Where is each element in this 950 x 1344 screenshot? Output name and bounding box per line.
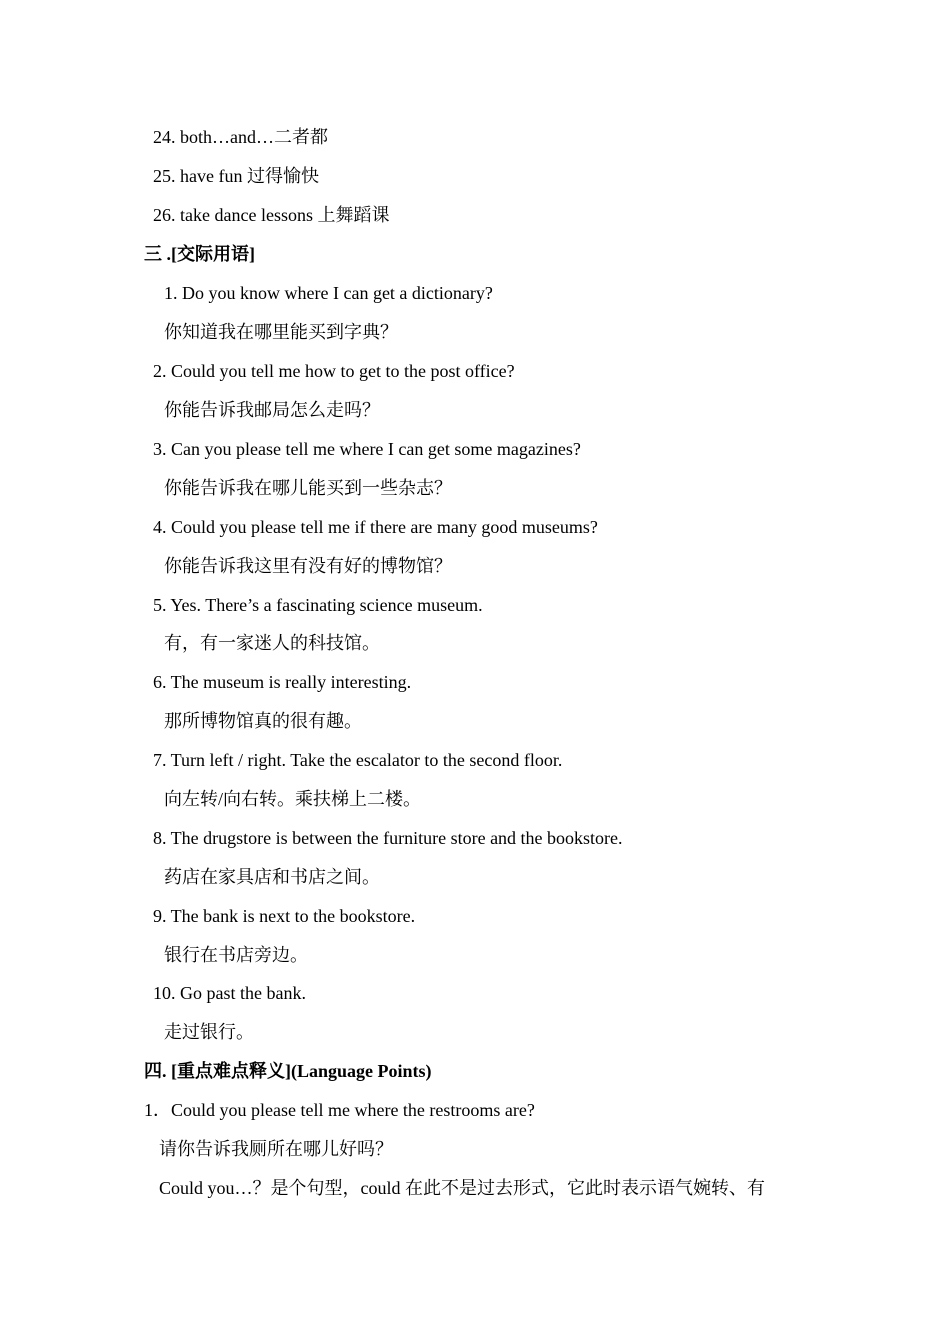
section-heading-communication: 三 .[交际用语] — [144, 244, 255, 264]
phrase-10-english: 10. Go past the bank. — [153, 983, 306, 1003]
phrase-8-chinese: 药店在家具店和书店之间。 — [164, 867, 380, 887]
phrase-9-english: 9. The bank is next to the bookstore. — [153, 906, 416, 926]
language-point-1-note: Could you…？是个句型，could 在此不是过去形式，它此时表示语气婉转、有 — [159, 1178, 765, 1198]
phrase-5-chinese: 有，有一家迷人的科技馆。 — [164, 633, 380, 653]
phrase-9-chinese: 银行在书店旁边。 — [164, 945, 308, 965]
phrase-6-english: 6. The museum is really interesting. — [153, 672, 412, 692]
language-point-1: 1．Could you please tell me where the restrooms are? — [144, 1100, 535, 1120]
phrase-1-chinese: 你知道我在哪里能买到字典？ — [164, 322, 398, 342]
phrase-7-chinese: 向左转/向右转。乘扶梯上二楼。 — [164, 789, 421, 809]
vocab-item-26: 26. take dance lessons 上舞蹈课 — [153, 205, 390, 225]
phrase-3-english: 3. Can you please tell me where I can get some magazines? — [153, 439, 581, 459]
phrase-3-chinese: 你能告诉我在哪儿能买到一些杂志？ — [164, 478, 452, 498]
language-point-1-chinese: 请你告诉我厕所在哪儿好吗？ — [159, 1139, 393, 1159]
phrase-6-chinese: 那所博物馆真的很有趣。 — [164, 711, 362, 731]
phrase-1-english: 1. Do you know where I can get a dictionary? — [164, 283, 493, 303]
phrase-7-english: 7. Turn left / right. Take the escalator to the second floor. — [153, 750, 563, 770]
phrase-8-english: 8. The drugstore is between the furniture store and the bookstore. — [153, 828, 623, 848]
phrase-4-chinese: 你能告诉我这里有没有好的博物馆？ — [164, 556, 452, 576]
vocab-item-25: 25. have fun 过得愉快 — [153, 166, 319, 186]
phrase-2-english: 2. Could you tell me how to get to the post office? — [153, 361, 515, 381]
phrase-10-chinese: 走过银行。 — [164, 1022, 254, 1042]
section-heading-language-points: 四. [重点难点释义](Language Points) — [144, 1061, 432, 1081]
phrase-4-english: 4. Could you please tell me if there are many good museums? — [153, 517, 598, 537]
phrase-2-chinese: 你能告诉我邮局怎么走吗？ — [164, 400, 380, 420]
phrase-5-english: 5. Yes. There’s a fascinating science museum. — [153, 595, 483, 615]
vocab-item-24: 24. both…and…二者都 — [153, 127, 328, 147]
